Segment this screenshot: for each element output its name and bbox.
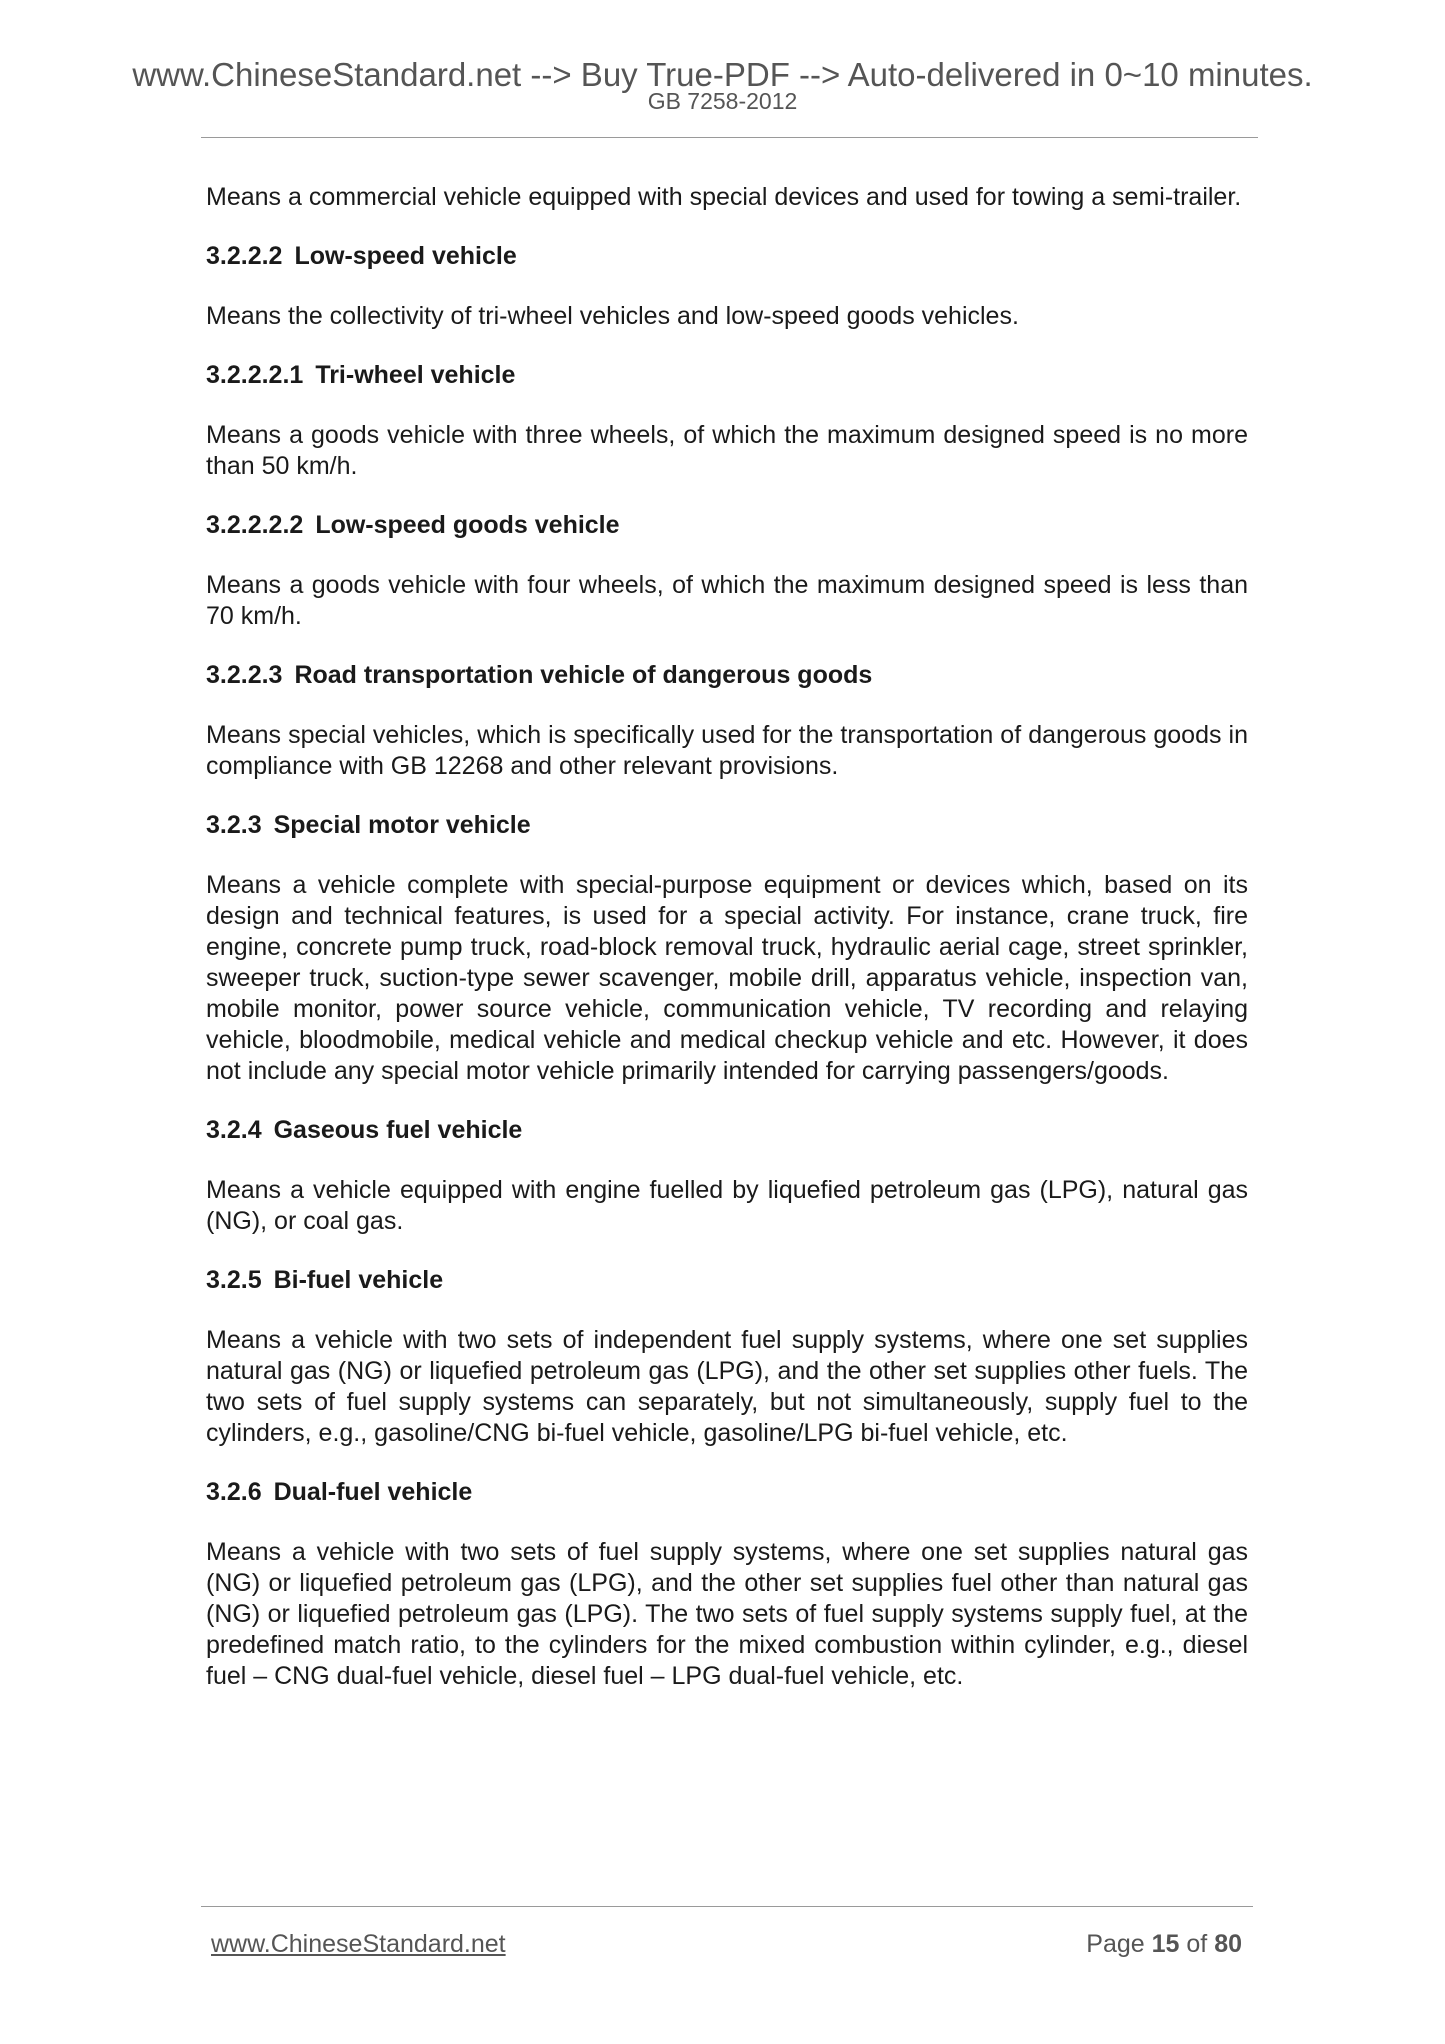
section-paragraph: Means a vehicle with two sets of fuel supply systems, where one set supplies natural gas (NG) or liquefied petroleum gas (LPG), and the other set supplies fuel other than natural gas (NG) or liquefied petroleum gas (LPG). The two sets of fuel supply systems supply fuel, at the predefined match ratio, to the cylinders for the mixed combustion within cylinder, e.g., diesel fuel – CNG dual-fuel vehicle, diesel fuel – LPG dual-fuel vehicle, etc. — [206, 1538, 1248, 1690]
section-heading — [206, 510, 1248, 541]
page-current: 15 — [1151, 1930, 1180, 1958]
section-number: 3.2.4 — [206, 1116, 262, 1144]
section-number: 3.2.2.3 — [206, 661, 283, 689]
section-paragraph: Means the collectivity of tri-wheel vehicles and low-speed goods vehicles. — [206, 302, 1019, 330]
section-heading — [206, 810, 1248, 841]
footer-divider — [201, 1906, 1253, 1907]
intro-paragraph: Means a commercial vehicle equipped with special devices and used for towing a semi-trailer. — [206, 183, 1242, 211]
banner-text: www.ChineseStandard.net --> Buy True-PDF --> Auto-delivered in 0~10 minutes. — [132, 56, 1313, 93]
section-paragraph: Means special vehicles, which is specifically used for the transportation of dangerous goods in compliance with GB 12268 and other relevant provisions. — [206, 721, 1248, 780]
section-number: 3.2.5 — [206, 1266, 262, 1294]
section-title: Special motor vehicle — [273, 811, 531, 839]
section-heading — [206, 1477, 1248, 1508]
section-title: Low-speed goods vehicle — [315, 511, 620, 539]
footer-website-link[interactable]: www.ChineseStandard.net — [211, 1930, 506, 1958]
section-heading — [206, 1265, 1248, 1296]
section-heading — [206, 241, 1248, 272]
section-paragraph: Means a vehicle equipped with engine fuelled by liquefied petroleum gas (LPG), natural gas (NG), or coal gas. — [206, 1176, 1248, 1235]
page-of: of — [1186, 1930, 1208, 1958]
section-number: 3.2.2.2.2 — [206, 511, 304, 539]
header-divider — [201, 137, 1258, 138]
section-title: Low-speed vehicle — [294, 242, 517, 270]
section-title: Tri-wheel vehicle — [315, 361, 516, 389]
section-number: 3.2.3 — [206, 811, 262, 839]
document-body — [206, 182, 1248, 1692]
section-paragraph: Means a goods vehicle with three wheels, of which the maximum designed speed is no more than 50 km/h. — [206, 421, 1248, 480]
section-title: Bi-fuel vehicle — [273, 1266, 444, 1294]
document-code: GB 7258-2012 — [647, 88, 798, 114]
page-prefix: Page — [1086, 1930, 1145, 1958]
section-paragraph: Means a vehicle with two sets of independent fuel supply systems, where one set supplies natural gas (NG) or liquefied petroleum gas (LPG), and the other set supplies other fuels. The two sets of fuel supply systems can separately, but not simultaneously, supply fuel to the cylinders, e.g., gasoline/CNG bi-fuel vehicle, gasoline/LPG bi-fuel vehicle, etc. — [206, 1326, 1248, 1447]
section-heading — [206, 660, 1248, 691]
section-title: Road transportation vehicle of dangerous goods — [294, 661, 873, 689]
section-paragraph: Means a goods vehicle with four wheels, of which the maximum designed speed is less than 70 km/h. — [206, 571, 1248, 630]
section-heading — [206, 360, 1248, 391]
section-heading — [206, 1115, 1248, 1146]
section-number: 3.2.2.2 — [206, 242, 283, 270]
section-number: 3.2.6 — [206, 1478, 262, 1506]
section-title: Gaseous fuel vehicle — [273, 1116, 523, 1144]
section-title: Dual-fuel vehicle — [273, 1478, 473, 1506]
section-paragraph: Means a vehicle complete with special-purpose equipment or devices which, based on its design and technical features, is used for a special activity. For instance, crane truck, fire engine, concrete pump truck, road-block removal truck, hydraulic aerial cage, street sprinkler, sweeper truck, suction-type sewer scavenger, mobile drill, apparatus vehicle, inspection van, mobile monitor, power source vehicle, communication vehicle, TV recording and relaying vehicle, bloodmobile, medical vehicle and medical checkup vehicle and etc. However, it does not include any special motor vehicle primarily intended for carrying passengers/goods. — [206, 871, 1248, 1085]
section-number: 3.2.2.2.1 — [206, 361, 304, 389]
page-total: 80 — [1214, 1930, 1242, 1958]
page-indicator — [1086, 1932, 1242, 1957]
